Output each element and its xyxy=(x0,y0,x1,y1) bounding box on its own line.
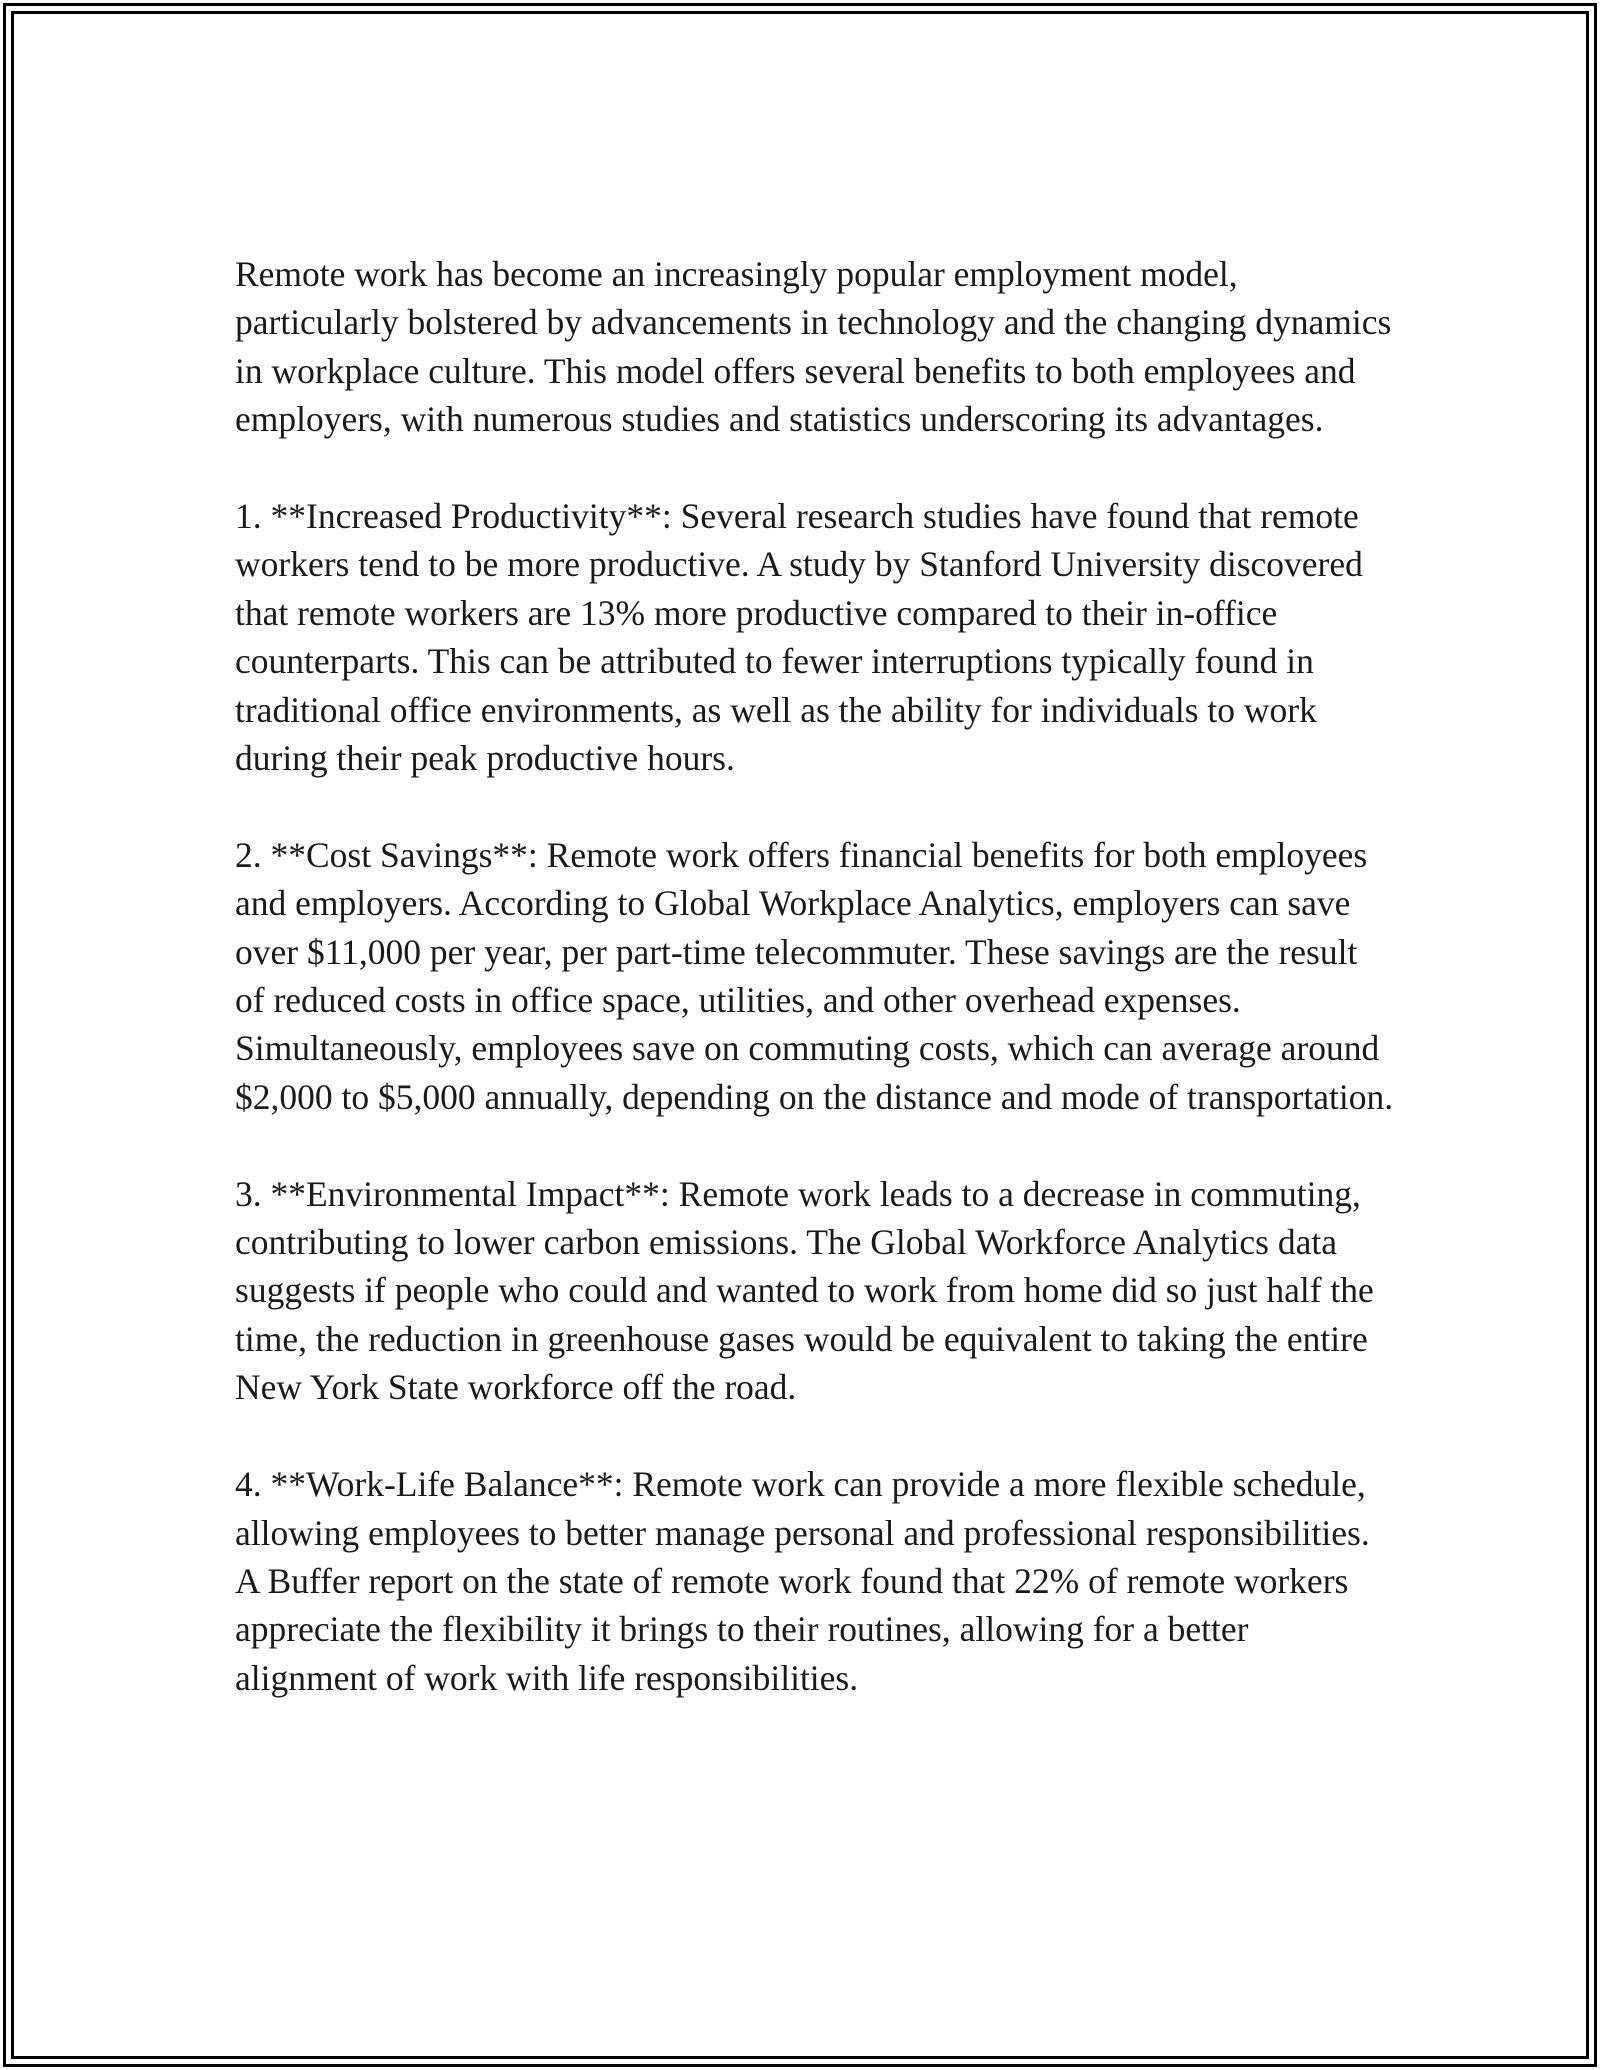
point-work-life-balance-paragraph: 4. **Work-Life Balance**: Remote work can provide a more flexible schedule, allowing employees to better manage personal and professional responsibilities. A Buffer report on the state of remote work found that 22% of remote workers appreciate the flexibility it brings to their routines, allowing for a better alignment of work with life responsibilities. xyxy=(235,1464,1370,1698)
point-productivity-paragraph: 1. **Increased Productivity**: Several research studies have found that remote workers tend to be more productive. A study by Stanford University discovered that remote workers are 13% more productive compared to their in-office counterparts. This can be attributed to fewer interruptions typically found in traditional office environments, as well as the ability for individuals to work during their peak productive hours. xyxy=(235,496,1363,779)
document-body xyxy=(235,250,1395,1702)
intro-paragraph: Remote work has become an increasingly popular employment model, particularly bolstered by advancements in technology and the changing dynamics in workplace culture. This model offers several benefits to both employees and employers, with numerous studies and statistics underscoring its advantages. xyxy=(235,254,1392,440)
point-cost-savings-paragraph: 2. **Cost Savings**: Remote work offers financial benefits for both employees and employers. According to Global Workplace Analytics, employers can save over $11,000 per year, per part-time telecommuter. These savings are the result of reduced costs in office space, utilities, and other overhead expenses. Simultaneously, employees save on commuting costs, which can average around $2,000 to $5,000 annually, depending on the distance and mode of transportation. xyxy=(235,834,1394,1117)
point-environmental-impact-paragraph: 3. **Environmental Impact**: Remote work leads to a decrease in commuting, contributing to lower carbon emissions. The Global Workforce Analytics data suggests if people who could and wanted to work from home did so just half the time, the reduction in greenhouse gases would be equivalent to taking the entire New York State workforce off the road. xyxy=(235,1173,1374,1408)
